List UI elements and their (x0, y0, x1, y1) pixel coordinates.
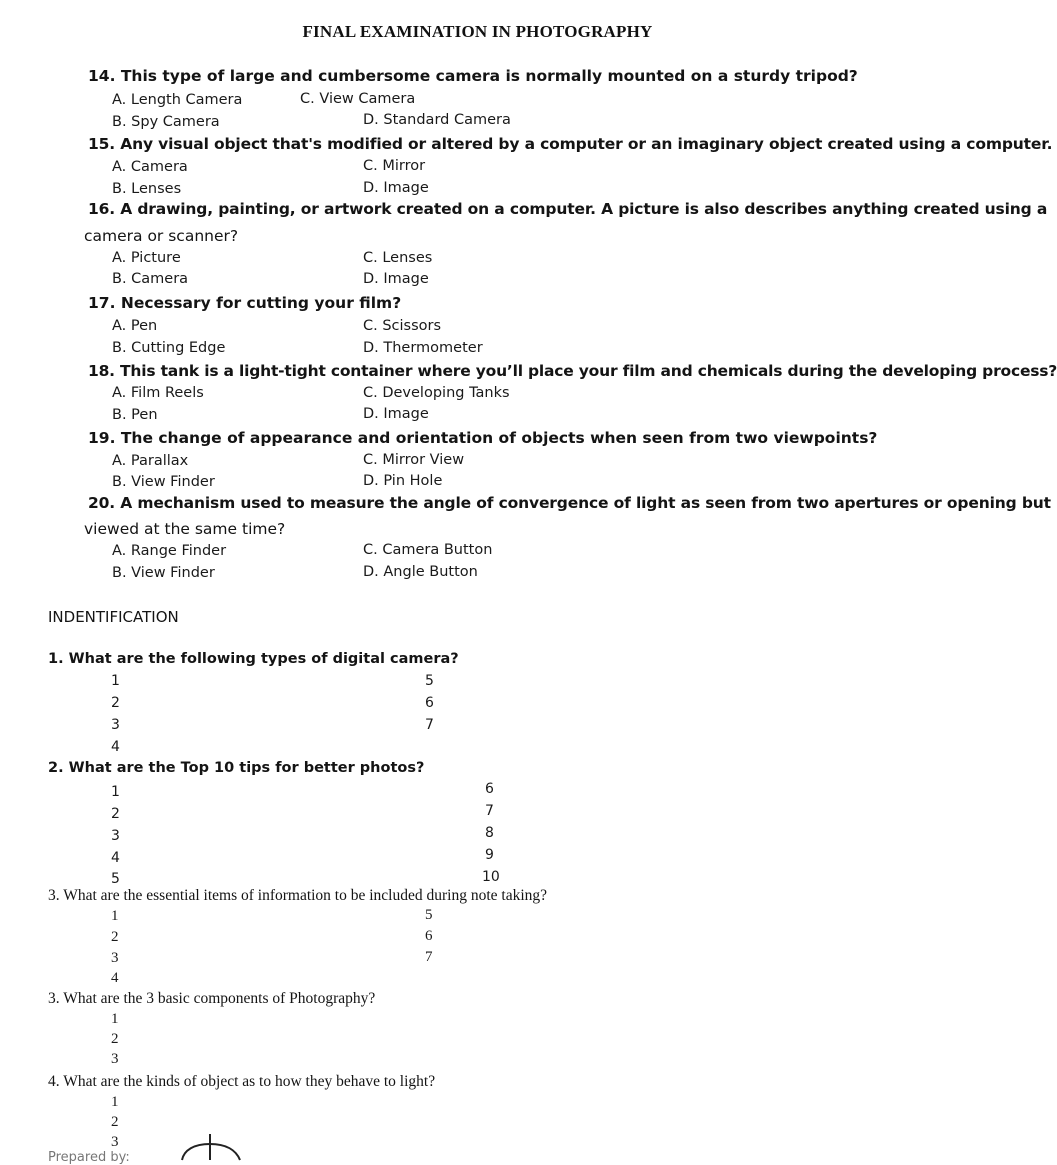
answer-blank-number: 5 (111, 871, 120, 887)
identification-question-3-text: 3. What are the essential items of information to be included during note taking? (48, 887, 548, 904)
question-19-option-c: C. Mirror View (363, 452, 465, 468)
question-18-option-d: D. Image (363, 406, 429, 422)
identification-question-4-text: 4. What are the kinds of object as to how they behave to light? (48, 1073, 436, 1090)
answer-blank-number: 6 (425, 695, 434, 711)
answer-blank-number: 4 (111, 850, 120, 866)
question-19-option-b: B. View Finder (112, 474, 215, 490)
question-16-option-d: D. Image (363, 271, 429, 287)
question-20-option-a: A. Range Finder (112, 543, 227, 559)
answer-blank-number: 2 (111, 1031, 119, 1047)
answer-blank-number: 10 (482, 869, 500, 885)
answer-blank-number: 1 (111, 784, 120, 800)
question-14-option-d: D. Standard Camera (363, 112, 511, 128)
question-14-option-b: B. Spy Camera (112, 114, 220, 130)
question-15-option-c: C. Mirror (363, 158, 426, 174)
question-17-option-d: D. Thermometer (363, 340, 483, 356)
answer-blank-number: 3 (111, 1051, 119, 1067)
answer-blank-number: 6 (425, 928, 433, 944)
answer-blank-number: 3 (111, 717, 120, 733)
question-18-option-b: B. Pen (112, 407, 158, 423)
exam-title: FINAL EXAMINATION IN PHOTOGRAPHY (302, 22, 653, 41)
question-16-text: 16. A drawing, painting, or artwork created on a computer. A picture is also describes anything created using a (88, 200, 1048, 218)
prepared-by-label: Prepared by: (48, 1150, 130, 1165)
answer-blank-number: 7 (485, 803, 494, 819)
answer-blank-number: 3 (111, 950, 119, 966)
question-20-option-b: B. View Finder (112, 565, 215, 581)
question-17-option-a: A. Pen (112, 318, 158, 334)
question-15-option-a: A. Camera (112, 159, 188, 175)
question-18-option-c: C. Developing Tanks (363, 385, 510, 401)
answer-blank-number: 8 (485, 825, 494, 841)
question-19-option-d: D. Pin Hole (363, 473, 443, 489)
answer-blank-number: 5 (425, 673, 434, 689)
question-18-text: 18. This tank is a light-tight container where you’ll place your film and chemicals during the developing process? (88, 362, 1057, 380)
question-16-option-b: B. Camera (112, 271, 189, 287)
answer-blank-number: 2 (111, 695, 120, 711)
answer-blank-number: 2 (111, 806, 120, 822)
answer-blank-number: 1 (111, 1094, 119, 1110)
question-14-text: 14. This type of large and cumbersome camera is normally mounted on a sturdy tripod? (88, 67, 858, 85)
question-14-option-a: A. Length Camera (112, 92, 243, 108)
answer-blank-number: 1 (111, 908, 119, 924)
identification-question-2-text: 2. What are the Top 10 tips for better photos? (48, 760, 425, 776)
answer-blank-number: 7 (425, 949, 433, 965)
question-16-option-c: C. Lenses (363, 250, 433, 266)
question-17-option-b: B. Cutting Edge (112, 340, 226, 356)
answer-blank-number: 3 (111, 1134, 119, 1150)
question-19-text: 19. The change of appearance and orientation of objects when seen from two viewpoints? (88, 429, 878, 447)
question-20-option-d: D. Angle Button (363, 564, 478, 580)
answer-blank-number: 5 (425, 907, 433, 923)
question-17-option-c: C. Scissors (363, 318, 442, 334)
question-15-text: 15. Any visual object that's modified or altered by a computer or an imaginary object created using a computer. (88, 135, 1053, 153)
identification-heading: INDENTIFICATION (48, 608, 179, 626)
question-18-option-a: A. Film Reels (112, 385, 204, 401)
answer-blank-number: 3 (111, 828, 120, 844)
question-14-option-c: C. View Camera (300, 91, 416, 107)
answer-blank-number: 1 (111, 673, 120, 689)
question-20-text: 20. A mechanism used to measure the angle of convergence of light as seen from two apertures or opening but (88, 494, 1051, 512)
question-20-text-continued: viewed at the same time? (84, 520, 286, 538)
question-17-text: 17. Necessary for cutting your film? (88, 294, 402, 312)
identification-question-1-text: 1. What are the following types of digital camera? (48, 651, 459, 667)
answer-blank-number: 2 (111, 929, 119, 945)
answer-blank-number: 4 (111, 739, 120, 755)
identification-question-3b-text: 3. What are the 3 basic components of Photography? (48, 990, 376, 1007)
question-19-option-a: A. Parallax (112, 453, 189, 469)
question-15-option-d: D. Image (363, 180, 429, 196)
answer-blank-number: 7 (425, 717, 434, 733)
answer-blank-number: 4 (111, 970, 119, 986)
answer-blank-number: 9 (485, 847, 494, 863)
question-20-option-c: C. Camera Button (363, 542, 493, 558)
answer-blank-number: 6 (485, 781, 494, 797)
question-15-option-b: B. Lenses (112, 181, 182, 197)
question-16-option-a: A. Picture (112, 250, 181, 266)
answer-blank-number: 1 (111, 1011, 119, 1027)
question-16-text-continued: camera or scanner? (84, 227, 239, 245)
answer-blank-number: 2 (111, 1114, 119, 1130)
signature-sketch-icon (170, 1132, 260, 1160)
